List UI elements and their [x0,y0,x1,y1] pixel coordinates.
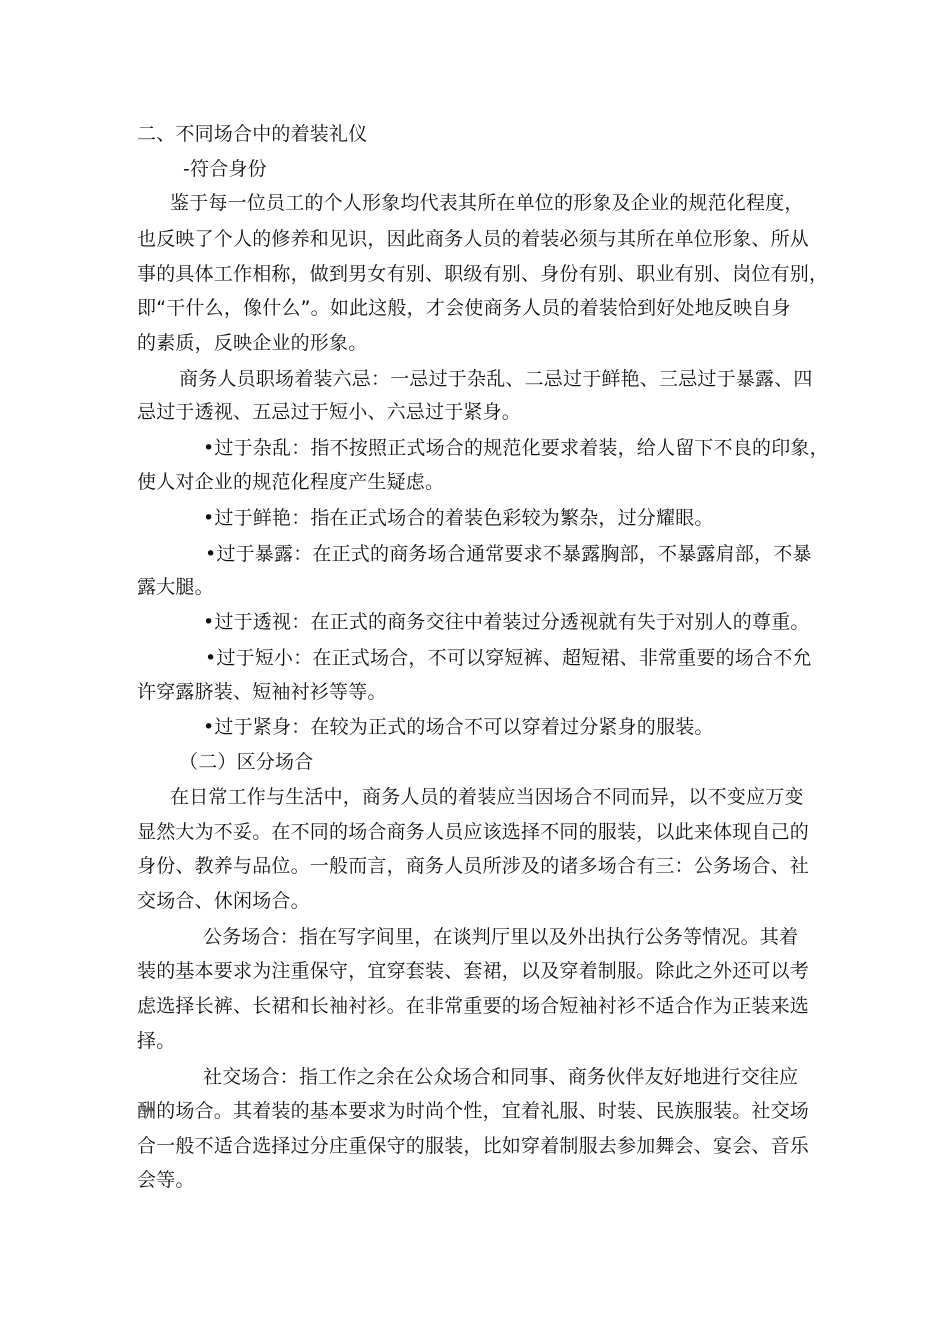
subheading-identity: -符合身份 [183,158,267,180]
taboo-tight: •过于紧身：在较为正式的场合不可以穿着过分紧身的服装。 [203,716,714,738]
taboo-sheer: •过于透视：在正式的商务交往中着装过分透视就有失于对别人的尊重。 [203,611,810,633]
para-occasions-line: 在日常工作与生活中，商务人员的着装应当因场合不同而异，以不变应万变 [170,786,804,808]
para-official-line: 虑选择长裤、长裙和长袖衬衫。在非常重要的场合短袖衬衫不适合作为正装来选 [137,995,810,1017]
para-identity-line: 事的具体工作相称，做到男女有别、职级有别、身份有别、职业有别、岗位有别， [137,263,829,285]
para-identity-line: 的素质，反映企业的形象。 [137,332,368,354]
para-six-taboos-line: 忌过于透视、五忌过于短小、六忌过于紧身。 [137,401,522,423]
para-official-line: 择。 [137,1030,176,1052]
para-social-line: 酬的场合。其着装的基本要求为时尚个性，宜着礼服、时装、民族服装。社交场 [137,1100,810,1122]
para-official-line: 公务场合：指在写字间里，在谈判厅里以及外出执行公务等情况。其着 [203,926,799,948]
taboo-short-line: 许穿露脐装、短袖衬衫等等。 [137,681,387,703]
taboo-short-line: •过于短小：在正式场合，不可以穿短裤、超短裙、非常重要的场合不允 [205,647,812,669]
taboo-exposed-line: •过于暴露：在正式的商务场合通常要求不暴露胸部，不暴露肩部，不暴 [205,543,812,565]
section-heading: 二、不同场合中的着装礼仪 [137,123,368,145]
para-occasions-line: 身份、教养与品位。一般而言，商务人员所涉及的诸多场合有三：公务场合、社 [137,855,810,877]
taboo-messy-line: 使人对企业的规范化程度产生疑虑。 [137,471,445,493]
para-social-line: 合一般不适合选择过分庄重保守的服装，比如穿着制服去参加舞会、宴会、音乐 [137,1135,810,1157]
para-occasions-line: 显然大为不妥。在不同的场合商务人员应该选择不同的服装，以此来体现自己的 [137,821,810,843]
para-identity-line: 也反映了个人的修养和见识，因此商务人员的着装必须与其所在单位形象、所从 [137,228,810,250]
para-identity-line: 鉴于每一位员工的个人形象均代表其所在单位的形象及企业的规范化程度， [170,192,804,214]
para-social-line: 社交场合：指工作之余在公众场合和同事、商务伙伴友好地进行交往应 [203,1066,799,1088]
para-official-line: 装的基本要求为注重保守，宜穿套装、套裙，以及穿着制服。除此之外还可以考 [137,960,810,982]
taboo-exposed-line: 露大腿。 [137,576,214,598]
para-social-line: 会等。 [137,1169,195,1191]
taboo-bright: •过于鲜艳：指在正式场合的着装色彩较为繁杂，过分耀眼。 [203,507,714,529]
para-six-taboos-line: 商务人员职场着装六忌：一忌过于杂乱、二忌过于鲜艳、三忌过于暴露、四 [179,368,813,390]
para-occasions-line: 交场合、休闲场合。 [137,890,310,912]
subheading-occasions: （二）区分场合 [179,751,314,773]
taboo-messy-line: •过于杂乱：指不按照正式场合的规范化要求着装，给人留下不良的印象， [203,437,829,459]
para-identity-line: 即“干什么，像什么”。如此这般，才会使商务人员的着装恰到好处地反映自身 [137,297,791,319]
